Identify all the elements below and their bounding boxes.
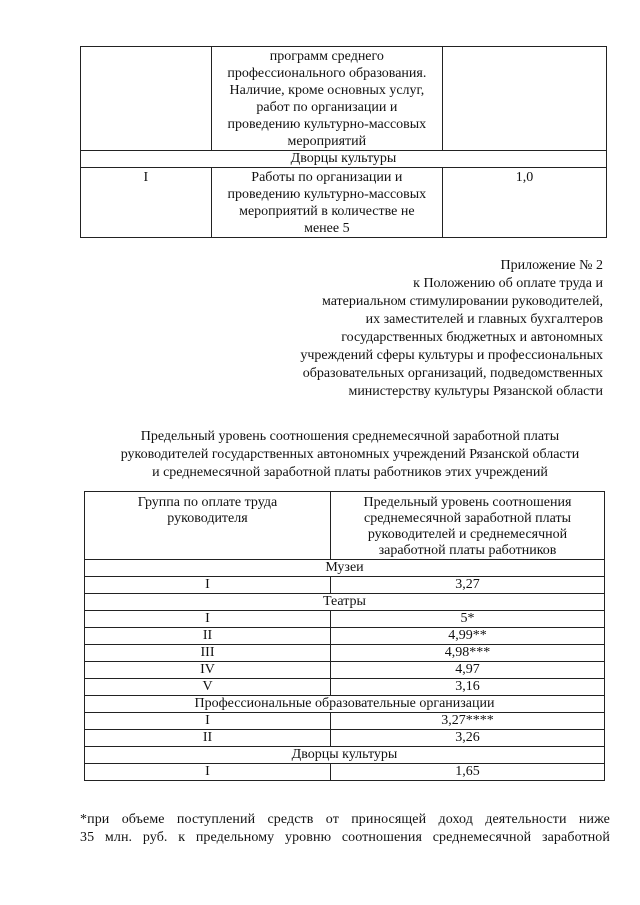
cell-line: мероприятий в количестве не [239,204,415,219]
ratio-table [84,491,605,781]
title-line: Предельный уровень соотношения среднемесячной заработной платы [140,429,560,444]
cell-line: проведению культурно-массовых [227,187,427,202]
top-continuation-table [80,46,607,238]
footnote-line: *при объеме поступлений средств от приносящей доход деятельности ниже [80,812,610,827]
table-cell [211,47,442,151]
group-cell: I [85,577,331,594]
group-cell: II [85,730,331,747]
table-cell [211,168,442,238]
section-heading: Профессиональные образовательные организации [85,696,605,713]
table-row [85,730,605,747]
table-cell [81,47,212,151]
section-row [85,560,605,577]
table-row [85,679,605,696]
table-row [85,662,605,679]
appendix-line: их заместителей и главных бухгалтеров [365,312,603,327]
section-row [85,696,605,713]
cell-line: Наличие, кроме основных услуг, [229,83,425,98]
group-cell: I [85,713,331,730]
group-cell: V [85,679,331,696]
group-cell: I [85,764,331,781]
value-cell: 3,27 [331,577,605,594]
header-line: среднемесячной заработной платы [363,511,572,526]
table-cell [442,47,606,151]
appendix-line: учреждений сферы культуры и профессиональных [300,348,603,363]
appendix-line: материальном стимулировании руководителей, [321,294,603,309]
header-line: руководителей и среднемесячной [367,527,568,542]
group-cell: III [85,645,331,662]
value-cell: 4,97 [331,662,605,679]
cell-line: программ среднего [269,49,384,64]
header-line: Группа по оплате труда [137,495,278,510]
table-row [85,645,605,662]
value-cell: 5* [331,611,605,628]
footnote [80,811,610,847]
table-row [85,611,605,628]
section-heading: Театры [85,594,605,611]
section-heading: Дворцы культуры [85,747,605,764]
header-ratio-column [331,492,605,560]
appendix-line: к Положению об оплате труда и [413,276,603,291]
section-row [85,747,605,764]
value-cell: 1,0 [442,168,606,238]
section-row [81,151,607,168]
appendix-line: Приложение № 2 [500,258,603,273]
header-group-column [85,492,331,560]
value-cell: 1,65 [331,764,605,781]
group-cell: I [85,611,331,628]
table-header-row [85,492,605,560]
table-row [85,764,605,781]
document-title [70,428,630,482]
group-cell: I [81,168,212,238]
group-cell: IV [85,662,331,679]
footnote-line: 35 млн. руб. к предельному уровню соотношения среднемесячной заработной [80,830,610,845]
appendix-line: министерству культуры Рязанской области [348,384,603,399]
cell-line: мероприятий [287,134,367,149]
cell-line: Работы по организации и [251,170,403,185]
cell-line: менее 5 [304,221,350,236]
table-row [81,168,607,238]
table-row [85,628,605,645]
section-row [85,594,605,611]
header-line: руководителя [167,511,248,526]
table-row [85,577,605,594]
section-heading: Дворцы культуры [81,151,607,168]
table-row [85,713,605,730]
group-cell: II [85,628,331,645]
value-cell: 3,16 [331,679,605,696]
header-line: Предельный уровень соотношения [363,495,572,510]
appendix-header [223,257,603,401]
value-cell: 3,26 [331,730,605,747]
cell-line: профессионального образования. [227,66,427,81]
cell-line: работ по организации и [256,100,398,115]
section-heading: Музеи [85,560,605,577]
header-line: заработной платы работников [378,543,557,558]
appendix-line: образовательных организаций, подведомственных [302,366,603,381]
title-line: и среднемесячной заработной платы работников этих учреждений [152,465,548,480]
value-cell: 3,27**** [331,713,605,730]
value-cell: 4,99** [331,628,605,645]
appendix-line: государственных бюджетных и автономных [341,330,603,345]
table-row [81,47,607,151]
cell-line: проведению культурно-массовых [227,117,427,132]
title-line: руководителей государственных автономных учреждений Рязанской области [120,447,580,462]
value-cell: 4,98*** [331,645,605,662]
